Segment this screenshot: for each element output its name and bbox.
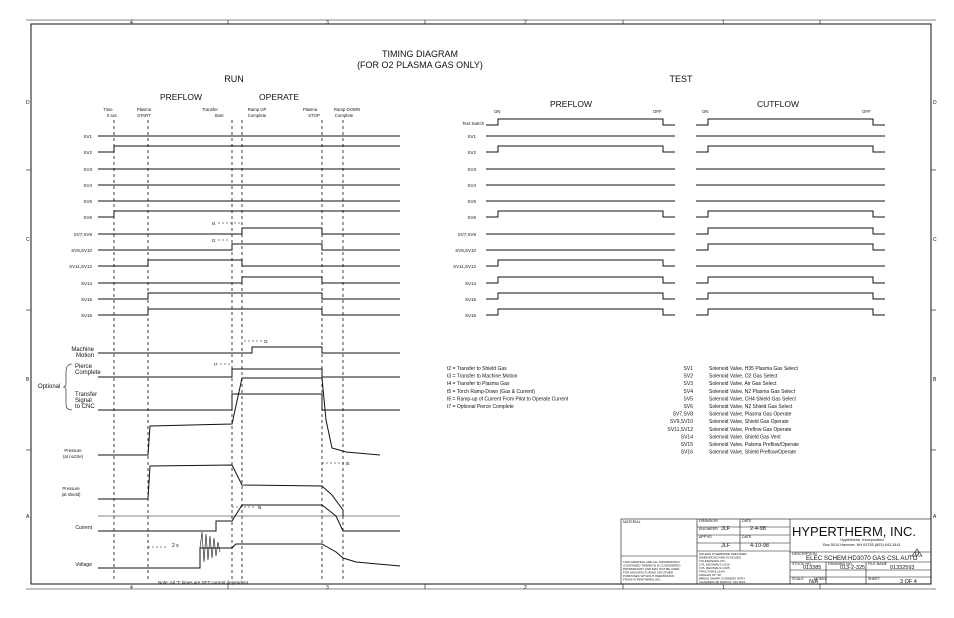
run-signal-label: SV15: [80, 297, 92, 302]
zone-row-b-right: B: [933, 377, 937, 383]
tolerance-note: TOLERANCES ON:: [699, 559, 726, 563]
tolerance-note: ANGLES ±0° 30': [699, 573, 722, 577]
test-preflow-label: PREFLOW: [549, 99, 593, 109]
current-trace: [98, 505, 400, 531]
drawn-date-label: DATE: [742, 519, 752, 523]
run-signal-label: SV3: [83, 167, 92, 172]
event-rampdown-l1: Ramp DOWN: [333, 107, 361, 112]
zone-col-4-top: 4: [130, 20, 133, 26]
run-signal-label: SV14: [80, 281, 92, 286]
optional-bracket: [63, 364, 72, 410]
test-signal-label: SV7,SV8: [457, 232, 476, 237]
test-cutflow-off: OFF: [862, 109, 871, 114]
drawn-by-label: DRAWN BY: [699, 519, 719, 523]
event-transfer-start-l2: Start: [214, 113, 224, 118]
approved-label: APP'VD: [699, 535, 712, 539]
valve-legend-desc: Solenoid Valve, N2 Plasma Gas Select: [709, 388, 796, 395]
event-plasma-start-l1: Plasma: [136, 107, 152, 112]
event-time0-l2: 0 sec: [106, 113, 118, 118]
pressure-nozzle-l2: (at nozzle): [62, 454, 84, 459]
pierce-complete-l1: Pierce: [75, 364, 93, 370]
company-address: Box 5010 Hanover, NH 03755 (603) 643-3441: [823, 543, 901, 547]
test-switch-trace-preflow: [486, 119, 675, 125]
file-label: FILE NAME: [868, 562, 887, 566]
proprietary-note: PROPRIETARY AND MAY NOT BE USED: [623, 567, 680, 571]
zone-col-4-bottom: 4: [130, 585, 133, 591]
valve-legend-code: SV4: [683, 388, 693, 395]
material-label: MATERIAL: [623, 520, 641, 524]
valve-legend-desc: Solenoid Valve, Plasma Gas Operate: [709, 411, 792, 418]
voltage-label: Voltage: [75, 562, 92, 568]
event-rampup-l1: Ramp UP: [247, 107, 267, 112]
sheet-label: SHEET: [868, 577, 880, 581]
test-cutflow-on: ON: [702, 109, 709, 114]
test-signal-label: SV9,SV10: [455, 248, 476, 253]
company-subtitle: Hypertherm, Incorporated: [840, 538, 884, 542]
scale-value: N/A: [809, 579, 819, 585]
test-signal-label: SV4: [467, 183, 476, 188]
run-signal-label: SV7,SV8: [73, 232, 92, 237]
run-signal-label: SV9,SV10: [71, 248, 92, 253]
valve-legend-code: SV6: [683, 404, 693, 410]
marker-t5: t5: [346, 461, 350, 466]
valve-legend-desc: Solenoid Valve, CH4 Shield Gas Select: [709, 396, 796, 403]
zone-col-3-top: 3: [326, 20, 329, 26]
event-plasma-stop-l2: STOP: [308, 113, 320, 118]
test-trace-cutflow: [696, 244, 885, 250]
approved-by: JLF: [721, 543, 731, 549]
marker-t2: t2: [212, 238, 216, 243]
drawing-label: DRAWING NO.: [828, 562, 853, 566]
zone-row-a-right: A: [933, 514, 937, 520]
zone-row-a-left: A: [26, 514, 30, 520]
run-signal-label: SV1: [83, 134, 92, 139]
valve-legend-desc: Solenoid Valve, Air Gas Select: [709, 381, 777, 388]
approved-date: 4-10-98: [750, 543, 769, 549]
approved-date-label: DATE: [742, 535, 752, 539]
test-signal-traces: [486, 119, 885, 315]
time-legend-item: t3 = Transfer to Machine Motion: [447, 373, 518, 380]
stock-number: 013385: [803, 565, 822, 571]
run-signal-traces: [98, 136, 400, 315]
time-legend-item: t5 = Torch Ramp-Down (Gas & Current): [447, 388, 535, 395]
valve-legend-desc: Solenoid Valve, O2 Gas Select: [709, 373, 778, 380]
test-preflow-on: ON: [494, 109, 501, 114]
zone-row-c-right: C: [933, 237, 937, 243]
description-label: DESCRIPTION: [792, 552, 817, 556]
marker-t4: t4: [212, 221, 216, 226]
marker-t3: t3: [264, 339, 268, 344]
zone-row-d-left: D: [26, 100, 30, 106]
test-heading: TEST: [669, 74, 693, 84]
run-preflow-label: PREFLOW: [159, 92, 203, 102]
valve-legend-desc: Solenoid Valve, H35 Plasma Gas Select: [709, 366, 798, 372]
run-signal-label: SV6: [83, 215, 92, 220]
valve-legend-desc: Solenoid Valve, Shield Gas Operate: [709, 419, 789, 426]
tolerance-note: BREAK SHARP CORNERS WITH: [699, 576, 745, 581]
zone-row-d-right: D: [933, 100, 937, 106]
test-trace-cutflow: [696, 293, 885, 299]
tolerance-note: CHAMFER OR RADIUS .010 MAX.: [699, 580, 747, 584]
tolerance-note: UNLESS OTHERWISE SPECIFIED: [699, 552, 747, 556]
test-trace-preflow: [486, 260, 675, 266]
valve-legend-desc: Solenoid Valve, Preflow Gas Operate: [709, 426, 792, 433]
run-heading: RUN: [224, 74, 244, 84]
zone-col-3-bottom: 3: [326, 585, 329, 591]
voltage-trace: [98, 532, 400, 568]
test-switch-trace-cutflow: [696, 119, 885, 125]
tolerance-note: 3 PL DECIMALS ±.005: [699, 566, 730, 570]
test-signal-label: SV2: [467, 150, 476, 155]
tolerance-note: DIMENSIONS ARE IN INCHES.: [699, 555, 742, 560]
test-trace-preflow: [486, 309, 675, 315]
tolerance-note: 2 PL DECIMALS ±.010: [699, 562, 730, 567]
footnote: Note: All 'T' times are SET current dependent: [158, 580, 248, 585]
valve-legend-code: SV3: [683, 381, 693, 388]
test-signal-label: SV1: [467, 134, 476, 139]
pressure-traces: [98, 378, 400, 516]
proprietary-note: FOR MANUFACTURING OR OTHER: [623, 570, 673, 575]
event-plasma-stop-l1: Plasma: [302, 107, 318, 112]
two-second-label: 2 s: [172, 543, 179, 549]
drawn-date: 2-4-98: [750, 526, 766, 532]
event-time0-l1: Time: [103, 107, 113, 112]
event-rampdown-l2: Complete: [334, 113, 354, 118]
diagram-subtitle: (FOR O2 PLASMA GAS ONLY): [357, 60, 483, 70]
run-signal-label: SV4: [83, 183, 92, 188]
valve-legend-desc: Solenoid Valve, Palsma Preflow/Operate: [709, 442, 799, 448]
test-signal-label: SV15: [464, 297, 476, 302]
transfer-signal-l3: to CNC: [75, 404, 95, 410]
valve-legend-code: SV5: [683, 396, 693, 403]
test-trace-cutflow: [696, 146, 885, 152]
run-operate-label: OPERATE: [259, 92, 299, 102]
scale-label: SCALE: [792, 577, 804, 581]
proprietary-note: FROM HYPERTHERM, INC.: [623, 577, 662, 582]
test-signal-label: SV16: [464, 313, 476, 318]
proprietary-note: CONTAINED THEREON IS CONSIDERED: [623, 563, 681, 568]
valve-legend-code: SV7,SV8: [672, 411, 693, 418]
valve-legend-code: SV1: [683, 366, 693, 372]
run-signal-label: SV16: [80, 313, 92, 318]
company-name: HYPERTHERM, INC.: [792, 524, 916, 539]
valve-legend-code: SV16: [680, 449, 693, 456]
test-trace-cutflow: [696, 211, 885, 217]
pierce-complete-l2: Complete: [75, 370, 101, 376]
test-preflow-off: OFF: [653, 109, 662, 114]
engineer-label: ENGINEER: [699, 527, 718, 531]
file-name: 01332593: [890, 565, 915, 571]
stock-label: STOCK NO.: [792, 562, 812, 566]
zone-row-b-left: B: [26, 377, 30, 383]
test-trace-preflow: [486, 211, 675, 217]
transfer-signal-l1: Transfer: [75, 392, 98, 398]
drawn-by: JLF: [721, 526, 731, 532]
time-legend-item: t7 = Optional Pierce Complete: [447, 404, 514, 410]
event-transfer-start-l1: Transfer: [202, 107, 218, 112]
valve-legend-code: SV11,SV12: [667, 426, 693, 433]
zone-col-2-bottom: 2: [524, 585, 527, 591]
test-signal-label: SV11,SV12: [453, 264, 476, 269]
optional-label: Optional: [38, 384, 61, 390]
tolerance-note: FRACTIONS ±1/64: [699, 569, 725, 574]
time-legend-item: t6 = Ramp-up of Current From Pilot to Operate Current: [447, 396, 569, 403]
valve-legend-code: SV15: [680, 442, 693, 448]
test-trace-preflow: [486, 146, 675, 152]
valve-legend-code: SV9,SV10: [669, 419, 693, 426]
machine-motion-l2: Motion: [75, 353, 94, 359]
zone-col-2-top: 2: [524, 20, 527, 26]
test-cutflow-label: CUTFLOW: [756, 99, 800, 109]
test-trace-cutflow: [696, 277, 885, 283]
diagram-title: TIMING DIAGRAM: [382, 49, 458, 59]
marker-t7: t7: [214, 362, 218, 367]
test-trace-cutflow: [696, 309, 885, 315]
pressure-shield-l1: Pressure: [62, 486, 80, 491]
test-switch-label: Test Switch: [462, 121, 484, 126]
drawing-description: ELEC SCHEM:HD3070 GAS CSL AUTO: [806, 555, 918, 562]
zone-col-1-top: 1: [722, 20, 725, 26]
valve-legend-desc: Solenoid Valve, Shield Preflow/Operate: [709, 449, 797, 456]
zone-row-c-left: C: [26, 237, 30, 243]
proprietary-note: PURPOSES WITHOUT PERMISSION: [623, 574, 675, 578]
sheet-number: 3 OF 4: [900, 579, 917, 585]
event-plasma-start-l2: START: [137, 113, 151, 118]
event-rampup-l2: Complete: [247, 113, 267, 118]
run-signal-label: SV5: [83, 199, 92, 204]
test-signal-label: SV6: [467, 215, 476, 220]
run-signal-label: SV2: [83, 150, 92, 155]
valve-legend-code: SV14: [680, 434, 693, 441]
test-signal-label: SV5: [467, 199, 476, 204]
test-signal-label: SV14: [464, 281, 476, 286]
run-event-lines: [114, 120, 343, 580]
proprietary-note: THIS DRAWING AND ALL INFORMATION: [623, 560, 680, 564]
pressure-nozzle-l1: Pressure: [64, 448, 82, 453]
machine-motion-l1: Machine: [71, 347, 94, 353]
valve-legend-code: SV2: [683, 373, 693, 380]
time-legend-item: t4 = Transfer to Plasma Gas: [447, 381, 510, 388]
current-label: Current: [75, 525, 92, 531]
time-legend-item: t2 = Transfer to Shield Gas: [447, 366, 507, 372]
model-label: MODEL: [814, 577, 827, 581]
run-signal-label: SV11,SV12: [69, 264, 92, 269]
test-signal-label: SV3: [467, 167, 476, 172]
zone-col-1-bottom: 1: [722, 585, 725, 591]
transfer-signal-l2: Signal: [75, 398, 92, 404]
test-trace-preflow: [486, 277, 675, 283]
valve-legend-desc: Solenoid Valve, N2 Shield Gas Select: [709, 404, 793, 410]
test-trace-preflow: [486, 293, 675, 299]
drawing-number: 013-2-325: [840, 565, 866, 571]
pressure-shield-l2: (at shield): [61, 492, 81, 497]
marker-t6: t6: [258, 505, 262, 510]
valve-legend-desc: Solenoid Valve, Shield Gas Vent: [709, 434, 781, 441]
test-trace-cutflow: [696, 228, 885, 234]
